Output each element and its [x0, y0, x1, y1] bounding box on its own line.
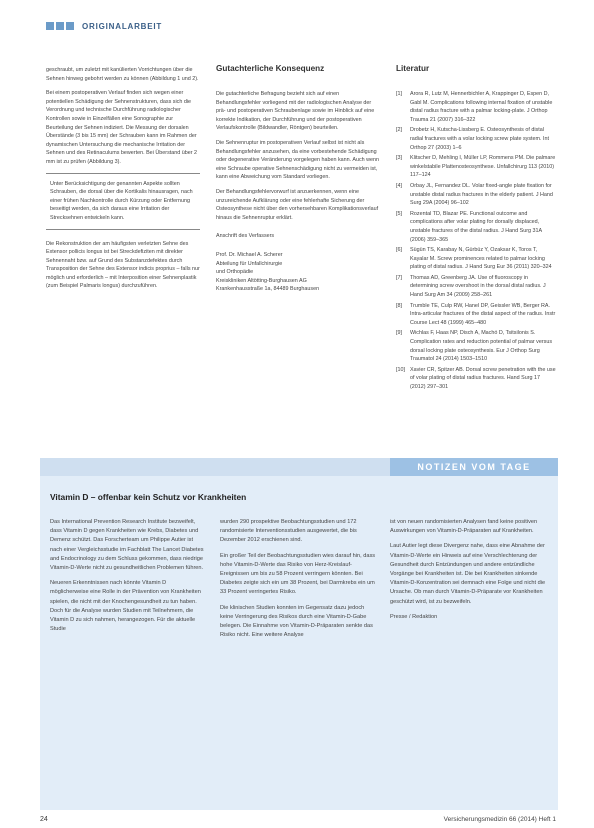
- notes-header-bar: [40, 458, 558, 476]
- reference-number: [8]: [396, 302, 402, 309]
- section-label: ORIGINALARBEIT: [82, 21, 163, 31]
- reference-text: Thomas AD, Greenberg JA. Use of fluoroscopy in determining screw overshoot in the dorsal distal radius. J Hand Surg Am 34 (2009) 258–261: [410, 274, 546, 299]
- reference-text: Xavier CR, Spitzer AB. Dorsal screw penetration with the use of volar plating of distal radius fractures. Hand Surg 17 (2012) 297–301: [410, 366, 556, 390]
- paragraph: Die gutachterliche Befragung bezieht sich auf einen Behandlungsfehler vorliegend mit der radiologischen Analyse der prä- und postoperativen Schraubenlage sowie im Hinblick auf eine korrekte Indikation, der Durchführung und der postoperativen Verlaufskontrolle (Bildwandler, Röntgen) beurteilen.: [216, 91, 375, 132]
- reference-number: [5]: [396, 210, 402, 217]
- paragraph: Neueren Erkenntnissen nach könnte Vitamin D möglicherweise eine Rolle in der Prävention von Krankheiten spielen, die nicht mit der Knochengesundheit zu tun haben. Doch für die Analyse wurden Studien mit Teilnehmern, die Vitamin D zu sich nahmen, herangezogen. Für die aktuelle Studie: [50, 580, 201, 633]
- highlight-box: [46, 173, 200, 230]
- paragraph: Bei einem postoperativen Verlauf finden sich wegen einer potentiellen Schädigung der Sehnenstrukturen, dass sich die Verordnung und technische Durchführung radiologischer Kontrollen sowie in Einzelfällen eine Sonographie zur Beurteilung der Sehnen indiziert. Die Messung der dorsalen Überstände (3 bis 15 mm) der Schrauben kann im Rahmen der dynamischen Untersuchung die mechanische Irritation der Sehnen und des Retinaculums bewerten. Bei Überstand über 2 mm ist zu prüfen (Abbildung 3).: [46, 90, 198, 165]
- address-line: und Orthopädie: [216, 269, 254, 276]
- section-header: [46, 20, 162, 32]
- reference-text: Orbay JL, Fernandez DL. Volar fixed-angle plate fixation for unstable distal radius fractures in the elderly patient. J Hand Surg 29A (2004) 96–102: [410, 182, 553, 207]
- reference-text: Drobetz H, Kutscha-Lissberg E. Osteosynthesis of distal radial fractures with a volar locking screw plate system. Int Orthop 27 (2003) 1–6: [410, 127, 550, 151]
- reference-text: Arora R, Lutz M, Hennerbichler A, Krappinger D, Espen D, Gabl M. Complications following internal fixation of unstable distal radius fracture with a palmar locking-plate. J Orthop Trauma 21 (2007) 316–322: [410, 91, 553, 123]
- address-line: Kreiskliniken Altötting-Burghausen AG: [216, 277, 307, 284]
- notes-title: Vitamin D – offenbar kein Schutz vor Krankheiten: [50, 492, 247, 502]
- header-square-icon: [46, 22, 54, 30]
- reference-item: [396, 90, 556, 124]
- references-column: [396, 64, 556, 436]
- reference-item: [396, 182, 556, 208]
- reference-text: Trumble TE, Culp RW, Hanel DP, Geissler WB, Berger RA. Intra-articular fractures of the distal aspect of the radius. Instr Course Lect 48 (1999) 465–480: [410, 302, 556, 326]
- notes-source: Presse / Redaktion: [390, 613, 438, 620]
- paragraph: Ein großer Teil der Beobachtungsstudien wies darauf hin, dass hohe Vitamin-D-Werte das Risiko von Herz-Kreislauf-Ereignissen um bis zu 58 Prozent verringern könnten. Bei Diabetes zeigte sich ein um 38 Prozent, bei Darmkrebs ein um 33 Prozent verringertes Risiko.: [220, 552, 376, 596]
- paragraph: Die klinischen Studien konnten im Gegensatz dazu jedoch keine Verringerung des Risikos durch eine Vitamin-D-Gabe belegen. Die Einnahme von Vitamin-D-Präparaten senkte das Risiko nicht. Eine weitere Analyse: [220, 604, 373, 639]
- reference-item: [396, 329, 556, 363]
- highlight-text: Unter Berücksichtigung der genannten Aspekte sollten Schrauben, die dorsal über die Kortikalis hinausragen, nach einer frühen Nachkontrolle durch Kürzung oder Entfernung beseitigt werden, da sich daraus eine Irritation der Strecksehnen entwickeln kann.: [50, 180, 193, 221]
- address-line: Krankenhausstraße 1a, 84489 Burghausen: [216, 286, 320, 293]
- paragraph: ist von neuen randomisierten Analysen fand keine positiven Auswirkungen von Vitamin-D-Präparaten auf Krankheiten.: [390, 519, 538, 535]
- notes-tag: NOTIZEN VOM TAGE: [390, 458, 558, 476]
- paragraph: Das International Prevention Research Institute bezweifelt, dass Vitamin D gegen Krankheiten wie Krebs, Diabetes und Demenz schützt. Das Forscherteam um Philippe Autier ist nach einer Vergleichsstudie im Fachblatt The Lancet Diabetes and Endocrinology zu dem Schluss gekommen, dass niedrige Vitamin-D-Werte nicht zu gesundheitlichen Problemen führen.: [50, 519, 204, 572]
- paragraph: Die Rekonstruktion der am häufigsten verletzten Sehne des Extensor pollicis longus ist bei Streckdefiziten mit direkter Sehnennaht bzw. auf Grund des Substanzdefektes durch Transposition der Sehne des Extensor indicis proprius – falls nur möglich und erforderlich – mit Interposition einer Sehnenplastik (zum Beispiel Palmaris longus) durchzuführen.: [46, 240, 200, 290]
- author-address: [216, 251, 380, 294]
- reference-number: [4]: [396, 182, 402, 189]
- notes-box: [40, 476, 558, 810]
- reference-number: [1]: [396, 91, 402, 97]
- references-heading: Literatur: [396, 64, 430, 73]
- reference-number: [10]: [396, 366, 405, 373]
- reference-text: Wichlas F, Haas NP, Disch A, Machó D, Tsitsilonis S. Complication rates and reduction potential of palmar versus dorsal locking plate osteosynthesis. Eur J Orthop Surg Traumatol 24 (2014) 1503–1510: [410, 330, 553, 363]
- author-address-heading: Anschrift des Verfassers: [216, 233, 275, 240]
- reference-text: Sügün TS, Karabay N, Gürbüz Y, Ozaksar K, Toros T, Kayalar M. Screw prominences related to palmar locking plating of distal radius. J Hand Surg Eur 36 (2011) 320–324: [410, 247, 552, 271]
- article-column-1: [46, 66, 200, 412]
- paragraph: wurden 290 prospektive Beobachtungsstudien und 172 randomisierte Interventionsstudien ausgewertet, die bis Dezember 2012 erschienen sind.: [220, 519, 357, 544]
- reference-item: [396, 154, 556, 180]
- reference-number: [9]: [396, 330, 402, 337]
- section-heading: Gutachterliche Konsequenz: [216, 64, 325, 73]
- reference-item: [396, 126, 556, 152]
- notes-column-2: [220, 518, 376, 800]
- header-square-icon: [66, 22, 74, 30]
- reference-item: [396, 210, 556, 244]
- address-line: Abteilung für Unfallchirurgie: [216, 260, 283, 267]
- paragraph: geschraubt, um zuletzt mit kanülierten Vorrichtungen über die Sehnen hinweg gebohrt werden zu können (Abbildung 1 und 2).: [46, 67, 199, 82]
- reference-text: Klitscher D, Mehling I, Müller LP, Rommens PM. Die palmare winkelstabile Plattenosteosynthese. Unfallchirurg 113 (2010) 117–124: [410, 155, 556, 179]
- page-number: 24: [40, 816, 48, 823]
- reference-item: [396, 366, 556, 392]
- reference-number: [3]: [396, 155, 402, 162]
- notes-column-3: [390, 518, 546, 800]
- reference-number: [7]: [396, 274, 402, 281]
- reference-text: Rozental TD, Blazar PE. Functional outcome and complications after volar plating for dorsally displaced, unstable fractures of the distal radius. J Hand Surg 31A (2006) 359–365: [410, 210, 542, 243]
- paragraph: Der Behandlungsfehlervorwurf ist anzuerkennen, wenn eine unzureichende Aufklärung oder eine fehlerhafte Sicherung der Osteosynthese nicht über den vorhersehbaren Komplikationsverlauf hinaus die Sehnenruptur erklärt.: [216, 188, 379, 221]
- reference-number: [2]: [396, 127, 402, 134]
- reference-item: [396, 274, 556, 300]
- header-square-icon: [56, 22, 64, 30]
- reference-item: [396, 246, 556, 272]
- author-name: Prof. Dr. Michael A. Scherer: [216, 251, 283, 258]
- journal-citation: Versicherungsmedizin 66 (2014) Heft 1: [443, 816, 556, 823]
- reference-number: [6]: [396, 247, 402, 254]
- paragraph: Die Sehnenruptur im postoperativen Verlauf selbst ist nicht als Behandlungsfehler anzusehen, da eine vorbestehende Schädigung oder degenerative Veränderung vorgelegen haben kann. Auch wenn eine Schraube operative Sehnenschädigung nicht zu vermeiden ist, kann eine Abweichung vom Standard vorliegen.: [216, 139, 380, 181]
- article-column-2: [216, 64, 380, 416]
- paragraph: Laut Autier legt diese Divergenz nahe, dass eine Abnahme der Vitamin-D-Werte ein Hinweis auf eine Verschlechterung der Gesundheit durch Entzündungen und andere entzündliche Vorgänge bei Krankheiten ist. Die bei Krankheiten sinkende Vitamin-D-Konzentration sei demnach eine Folge und nicht die Ursache. Ob man durch Vitamin-D-Präparate vor Krankheiten geschützt wird, ist zu bezweifeln.: [390, 543, 546, 605]
- notes-column-1: [50, 518, 206, 800]
- reference-item: [396, 302, 556, 328]
